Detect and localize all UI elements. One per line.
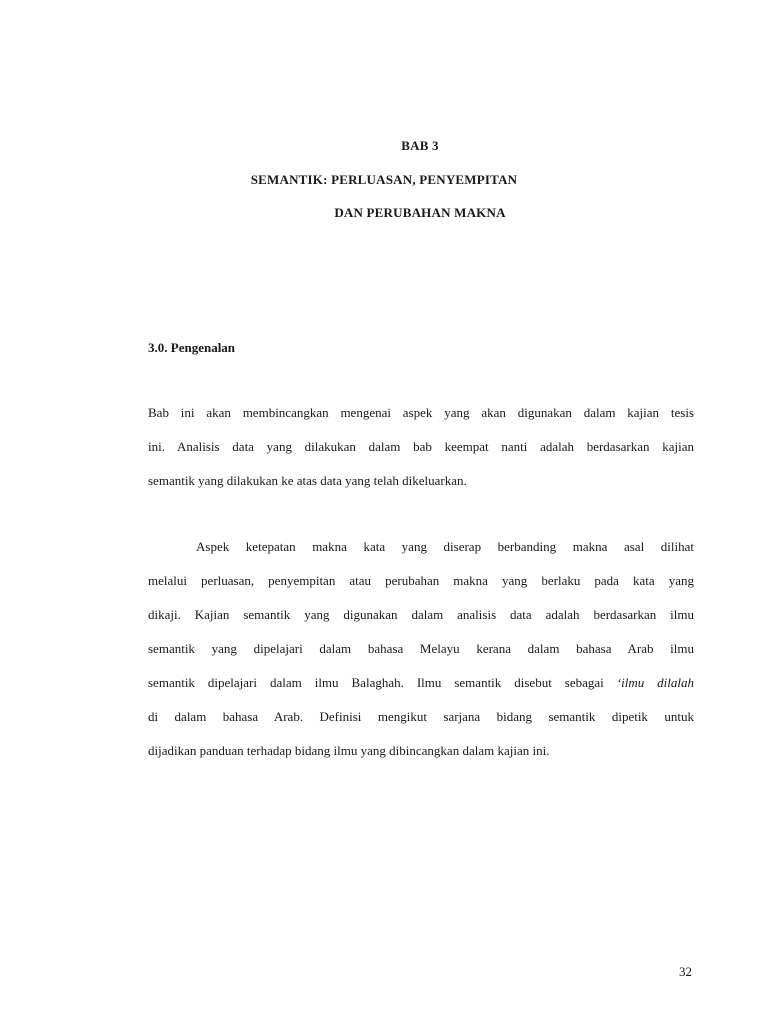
paragraph-introduction [148, 396, 694, 498]
paragraph-line: semantik yang dilakukan ke atas data yang telah dikeluarkan. [148, 473, 467, 488]
paragraph-line: dijadikan panduan terhadap bidang ilmu yang dibincangkan dalam kajian ini. [148, 743, 550, 758]
chapter-title-line-2: DAN PERUBAHAN MAKNA [334, 205, 506, 220]
paragraph-line: semantik yang dipelajari dalam bahasa Melayu kerana dalam bahasa Arab ilmu [148, 641, 694, 656]
paragraph-line: melalui perluasan, penyempitan atau perubahan makna yang berlaku pada kata yang [148, 573, 694, 588]
page-number: 32 [679, 964, 692, 979]
paragraph-semantic-aspect [148, 530, 694, 768]
italic-term: ‘ilmu dilalah [616, 675, 695, 690]
paragraph-line: di dalam bahasa Arab. Definisi mengikut sarjana bidang semantik dipetik untuk [148, 709, 694, 724]
chapter-title-line-1: SEMANTIK: PERLUASAN, PENYEMPITAN [250, 172, 518, 187]
paragraph-line-text: semantik dipelajari dalam ilmu Balaghah. Ilmu semantik disebut sebagai [148, 675, 604, 690]
paragraph-line: Aspek ketepatan makna kata yang diserap berbanding makna asal dilihat [196, 539, 694, 554]
section-heading: 3.0. Pengenalan [148, 340, 236, 355]
paragraph-line: Bab ini akan membincangkan mengenai aspek yang akan digunakan dalam kajian tesis [148, 405, 694, 420]
paragraph-line: ini. Analisis data yang dilakukan dalam bab keempat nanti adalah berdasarkan kajian [148, 439, 694, 454]
chapter-label: BAB 3 [401, 138, 439, 153]
paragraph-line: dikaji. Kajian semantik yang digunakan dalam analisis data adalah berdasarkan ilmu [148, 607, 694, 622]
paragraph-line-with-term [148, 666, 694, 700]
